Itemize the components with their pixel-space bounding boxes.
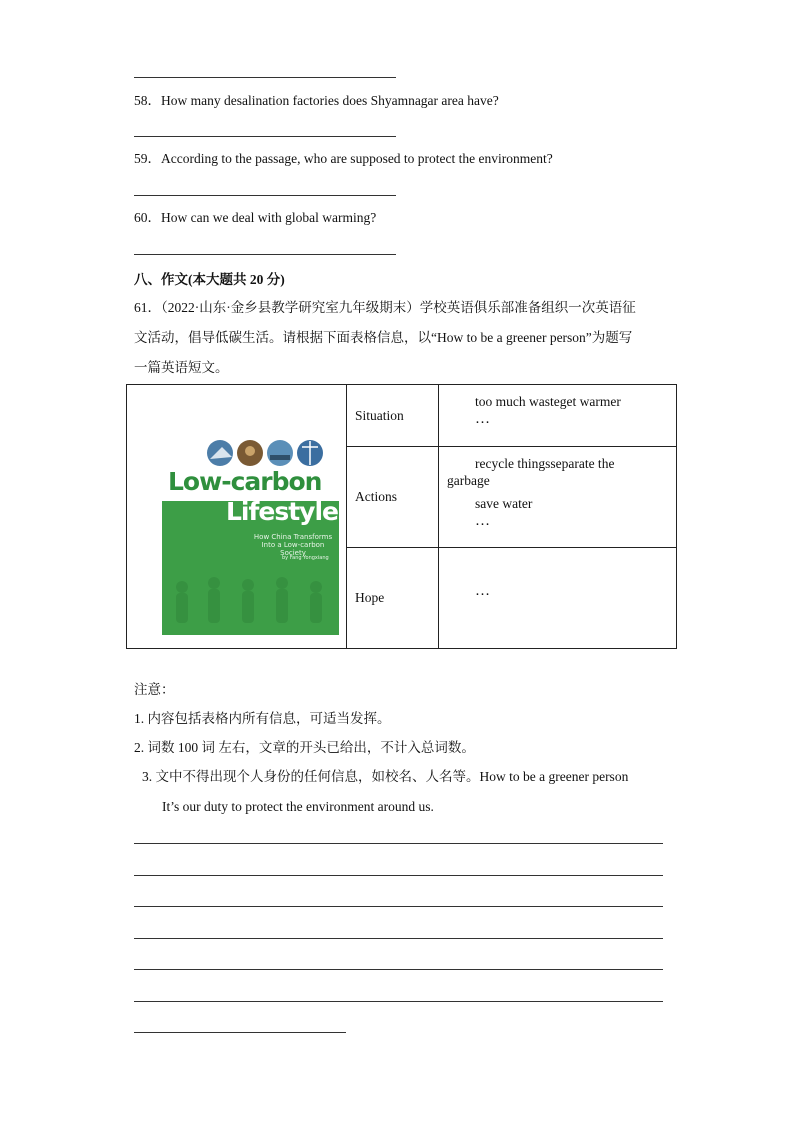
situation-items xyxy=(439,385,677,447)
row-label-actions: Actions xyxy=(347,447,439,548)
writing-line xyxy=(134,1001,663,1002)
writing-line xyxy=(134,843,663,844)
row-label-situation: Situation xyxy=(347,385,439,447)
book-cover-image xyxy=(162,437,339,635)
list-item: too much wasteget warmer xyxy=(475,394,621,409)
writing-line xyxy=(134,1032,346,1033)
notes-title: 注意： xyxy=(134,682,175,697)
writing-line xyxy=(134,875,663,876)
hope-items xyxy=(439,548,677,649)
cover-photos-icon xyxy=(162,437,339,471)
ellipsis: … xyxy=(475,411,489,427)
cover-people-icon xyxy=(162,573,339,633)
prompt-line: 61．（2022·山东·金乡县教学研究室九年级期末）学校英语俱乐部准备组织一次英语征 xyxy=(134,300,636,315)
answer-line xyxy=(134,136,396,137)
answer-line xyxy=(134,195,396,196)
row-label-hope: Hope xyxy=(347,548,439,649)
writing-line xyxy=(134,969,663,970)
note-item: 3. 文中不得出现个人身份的任何信息，如校名、人名等。How to be a greener person xyxy=(142,769,629,784)
question-59: 59．According to the passage, who are supposed to protect the environment? xyxy=(134,151,553,166)
cover-title-line1: Low-carbon xyxy=(168,467,322,496)
list-item: recycle thingsseparate the xyxy=(475,456,615,471)
answer-line xyxy=(134,77,396,78)
writing-line xyxy=(134,938,663,939)
writing-line xyxy=(134,906,663,907)
note-item: 1. 内容包括表格内所有信息，可适当发挥。 xyxy=(134,711,391,726)
prompt-line: 一篇英语短文。 xyxy=(134,360,229,375)
cover-subtitle: How China Transforms Into a Low-carbon Society xyxy=(253,533,333,557)
cover-author: by Fang Yongxiang xyxy=(282,555,329,561)
actions-items xyxy=(439,447,677,548)
list-item: save water xyxy=(475,496,533,511)
question-58: 58．How many desalination factories does Shyamnagar area have? xyxy=(134,93,499,108)
ellipsis: … xyxy=(475,513,489,529)
ellipsis: … xyxy=(475,583,489,599)
opening-sentence: It’s our duty to protect the environment around us. xyxy=(162,799,434,814)
note-item: 2. 词数 100 词 左右，文章的开头已给出，不计入总词数。 xyxy=(134,740,475,755)
list-item: garbage xyxy=(447,473,490,488)
answer-line xyxy=(134,254,396,255)
question-60: 60．How can we deal with global warming? xyxy=(134,210,377,225)
cover-title-line2: Lifestyle xyxy=(226,497,338,526)
prompt-line: 文活动，倡导低碳生活。请根据下面表格信息，以“How to be a greener person”为题写 xyxy=(134,330,633,345)
section-heading: 八、作文(本大题共 20 分) xyxy=(134,272,285,287)
